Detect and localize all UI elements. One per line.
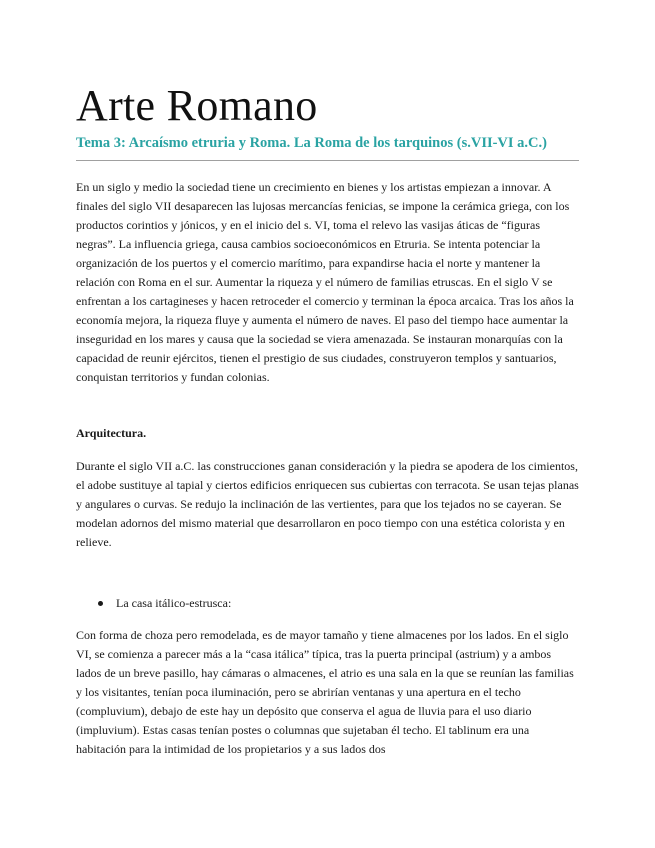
page-title: Arte Romano [76, 81, 318, 130]
bullet-dot-icon [98, 601, 103, 606]
section-heading-arquitectura: Arquitectura. [76, 426, 147, 440]
list-item-label: La casa itálico-estrusca: [116, 596, 232, 610]
architecture-paragraph: Durante el siglo VII a.C. las construcciones ganan consideración y la piedra se apodera de los cimientos, el adobe sustituye al tapial y ciertos edificios enriquecen sus cubiertas con terracota. Se usan tejas planas y angulares o curvas. Se redujo la inclinación de las vertientes, para que los tejados no se cayeran. Se modelan adornos del mismo material que desarrollaron en poco tiempo con una estética colorista y en relieve. [76, 459, 579, 549]
title-divider [76, 160, 579, 161]
list-item [76, 594, 579, 613]
bullet-list [76, 594, 579, 613]
document-page [76, 81, 579, 759]
house-paragraph: Con forma de choza pero remodelada, es de mayor tamaño y tiene almacenes por los lados. En el siglo VI, se comienza a parecer más a la “casa itálica” típica, tras la puerta principal (astrium) y a ambos lados de un breve pasillo, hay cámaras o almacenes, el atrio es una sala en la que se reunían las familias y los visitantes, tenían poca iluminación, pero se abrirían ventanas y una apertura en el techo (compluvium), debajo de este hay un depósito que conserva el agua de lluvia para el uso diario (impluvium). Estas casas tenían postes o columnas que sujetaban él techo. El tablinum era una habitación para la intimidad de los propietarios y a sus lados dos [76, 628, 574, 756]
page-subtitle: Tema 3: Arcaísmo etruria y Roma. La Roma de los tarquinos (s.VII-VI a.C.) [76, 135, 547, 151]
intro-paragraph: En un siglo y medio la sociedad tiene un crecimiento en bienes y los artistas empiezan a innovar. A finales del siglo VII desaparecen las lujosas mercancías fenicias, se impone la cerámica griega, con los productos corintios y jónicos, y en el inicio del s. VI, toma el relevo las vasijas áticas de “figuras negras”. La influencia griega, causa cambios socioeconómicos en Etruria. Se intenta potenciar la organización de los puertos y el comercio marítimo, para expandirse hacia el norte y mantener la relación con Roma en el sur. Aumentar la riqueza y el número de familias etruscas. En el siglo V se enfrentan a los cartagineses y hacen retroceder el comercio y terminan la época arcaica. Tras los años la economía mejora, la riqueza fluye y aumenta el número de naves. El paso del tiempo hace aumentar la inseguridad en los mares y causa que la sociedad se viera amenazada. Se instauran monarquías con la capacidad de reunir ejércitos, tienen el prestigio de sus ciudades, construyeron templos y santuarios, conquistan territorios y fundan colonias. [76, 180, 574, 384]
